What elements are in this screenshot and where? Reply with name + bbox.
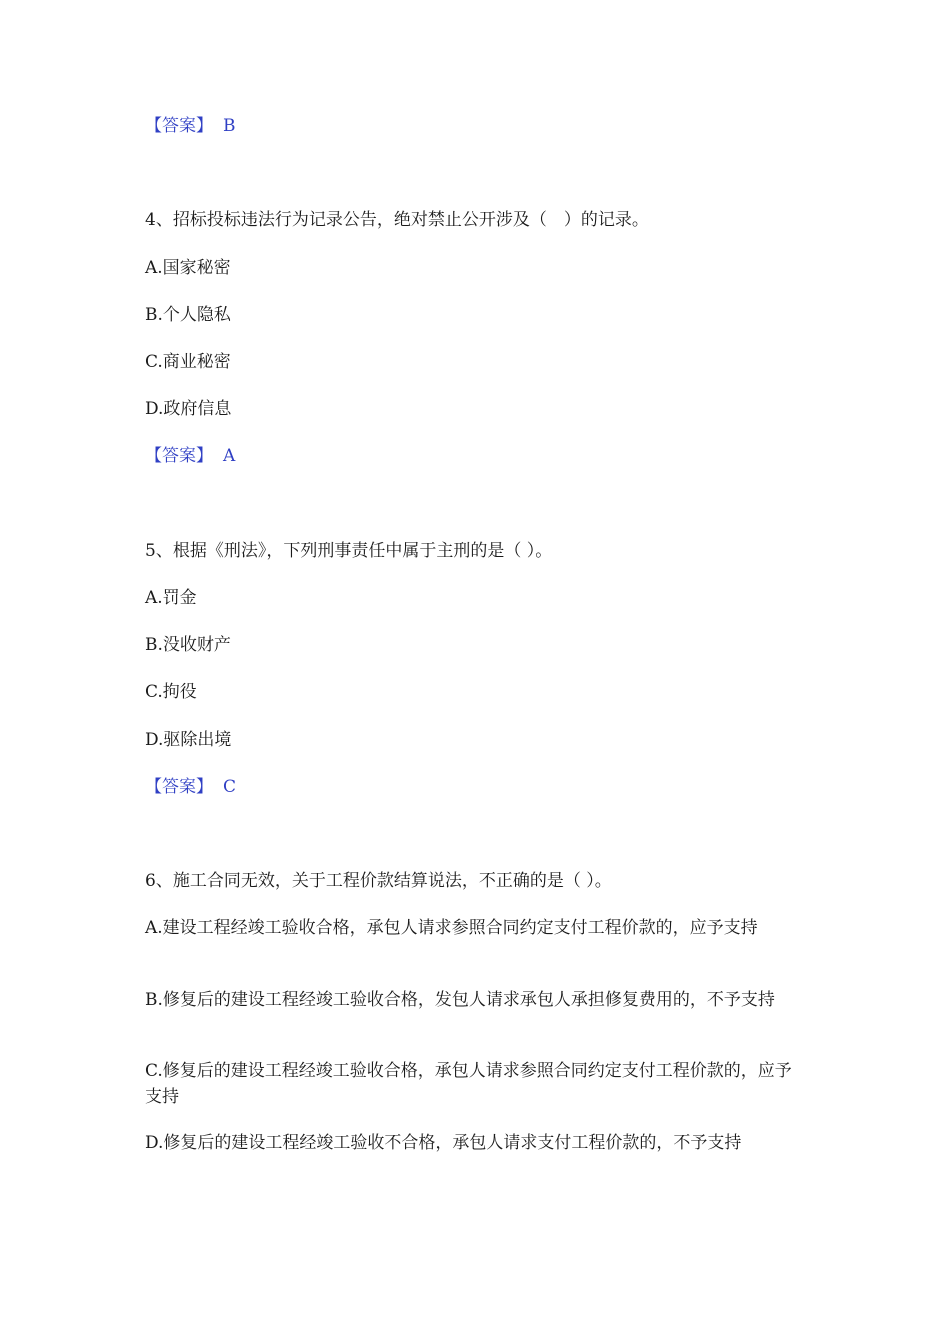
answer-value: C — [223, 777, 237, 797]
answer-line — [145, 113, 805, 139]
question-4-option-a: A.国家秘密 — [145, 258, 231, 278]
answer-label: 【答案】 — [145, 116, 213, 136]
question-5-answer — [145, 774, 805, 800]
question-6-option-a: A.建设工程经竣工验收合格，承包人请求参照合同约定支付工程价款的，应予支持 — [145, 918, 758, 938]
question-5-stem: 5、根据《刑法》，下列刑事责任中属于主刑的是（ ）。 — [145, 541, 553, 561]
question-5-option-d: D.驱除出境 — [145, 730, 232, 750]
question-4-option-d: D.政府信息 — [145, 399, 232, 419]
question-4-option-b: B.个人隐私 — [145, 305, 231, 325]
question-6-option-d: D.修复后的建设工程经竣工验收不合格，承包人请求支付工程价款的，不予支持 — [145, 1133, 742, 1153]
question-4-option-c: C.商业秘密 — [145, 352, 231, 372]
question-5-option-b: B.没收财产 — [145, 635, 231, 655]
question-4-stem: 4、招标投标违法行为记录公告，绝对禁止公开涉及（ ）的记录。 — [145, 210, 649, 230]
answer-value: B — [223, 116, 236, 136]
question-6-stem: 6、施工合同无效，关于工程价款结算说法，不正确的是（ ）。 — [145, 871, 612, 891]
answer-value: A — [223, 446, 236, 466]
answer-label: 【答案】 — [145, 777, 213, 797]
question-4-answer — [145, 443, 805, 469]
question-6-option-c: C.修复后的建设工程经竣工验收合格，承包人请求参照合同约定支付工程价款的，应予支持 — [145, 1061, 792, 1107]
answer-label: 【答案】 — [145, 446, 213, 466]
question-6-option-b: B.修复后的建设工程经竣工验收合格，发包人请求承包人承担修复费用的，不予支持 — [145, 990, 775, 1010]
question-5-option-c: C.拘役 — [145, 682, 197, 702]
question-5-option-a: A.罚金 — [145, 588, 197, 608]
